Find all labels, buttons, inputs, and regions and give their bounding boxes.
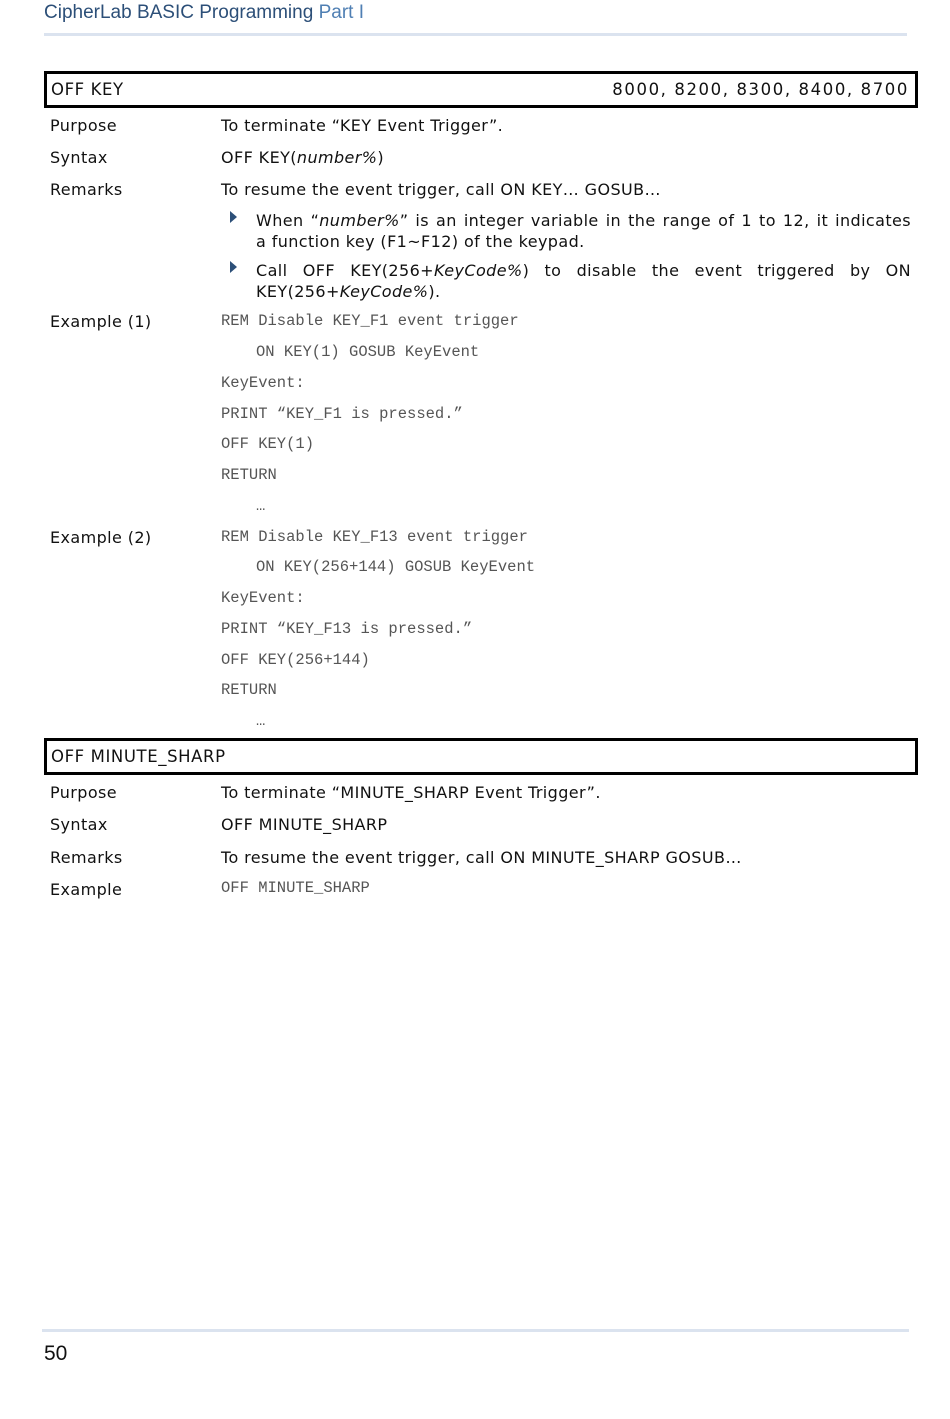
code-line: OFF KEY(1) xyxy=(221,435,315,453)
syntax-label: Syntax xyxy=(50,148,108,167)
example-1-label: Example (1) xyxy=(50,312,152,331)
remarks-text: To resume the event trigger, call ON KEY… GOSUB… xyxy=(221,180,661,199)
code-line: KeyEvent: xyxy=(221,589,305,607)
supported-models: 8000, 8200, 8300, 8400, 8700 xyxy=(612,80,909,99)
code-line: ON KEY(256+144) GOSUB KeyEvent xyxy=(256,558,536,576)
code-line: REM Disable KEY_F1 event trigger xyxy=(221,312,519,330)
syntax-label: Syntax xyxy=(50,815,108,834)
code-line: PRINT “KEY_F1 is pressed.” xyxy=(221,405,463,423)
command-title-box-off-key xyxy=(44,71,918,108)
code-ellipsis: … xyxy=(256,712,266,730)
syntax-text: OFF MINUTE_SHARP xyxy=(221,815,388,834)
command-name: OFF KEY xyxy=(51,80,124,99)
footer-rule xyxy=(42,1329,909,1332)
command-name: OFF MINUTE_SHARP xyxy=(51,747,226,766)
purpose-text: To terminate “MINUTE_SHARP Event Trigger”. xyxy=(221,783,601,802)
remarks-text: To resume the event trigger, call ON MINUTE_SHARP GOSUB… xyxy=(221,848,742,867)
page-number: 50 xyxy=(44,1342,68,1365)
command-title-box-off-minute-sharp xyxy=(44,738,918,775)
code-ellipsis: … xyxy=(256,497,266,515)
code-line: OFF KEY(256+144) xyxy=(221,651,370,669)
purpose-text: To terminate “KEY Event Trigger”. xyxy=(221,116,504,135)
header-title: CipherLab BASIC Programming xyxy=(44,2,314,23)
remark-bullet-1: When “number%” is an integer variable in the range of 1 to 12, it indicates a function key (F1~F12) of the keypad. xyxy=(256,211,911,251)
code-line: REM Disable KEY_F13 event trigger xyxy=(221,528,528,546)
code-line: ON KEY(1) GOSUB KeyEvent xyxy=(256,343,480,361)
code-line: RETURN xyxy=(221,681,277,699)
example-label: Example xyxy=(50,880,123,899)
bullet-arrow-icon xyxy=(230,211,237,223)
code-line: RETURN xyxy=(221,466,277,484)
header-rule xyxy=(44,33,907,36)
running-header xyxy=(44,2,364,24)
syntax-text: OFF KEY(number%) xyxy=(221,148,385,167)
code-line: PRINT “KEY_F13 is pressed.” xyxy=(221,620,473,638)
remarks-label: Remarks xyxy=(50,848,123,867)
example-2-label: Example (2) xyxy=(50,528,152,547)
code-line: KeyEvent: xyxy=(221,374,305,392)
bullet-arrow-icon xyxy=(230,261,237,273)
purpose-label: Purpose xyxy=(50,116,118,135)
code-line: OFF MINUTE_SHARP xyxy=(221,879,370,897)
remark-bullet-2: Call OFF KEY(256+KeyCode%) to disable the event triggered by ON KEY(256+KeyCode%). xyxy=(256,261,911,301)
header-part: Part I xyxy=(318,2,364,23)
remarks-label: Remarks xyxy=(50,180,123,199)
purpose-label: Purpose xyxy=(50,783,118,802)
